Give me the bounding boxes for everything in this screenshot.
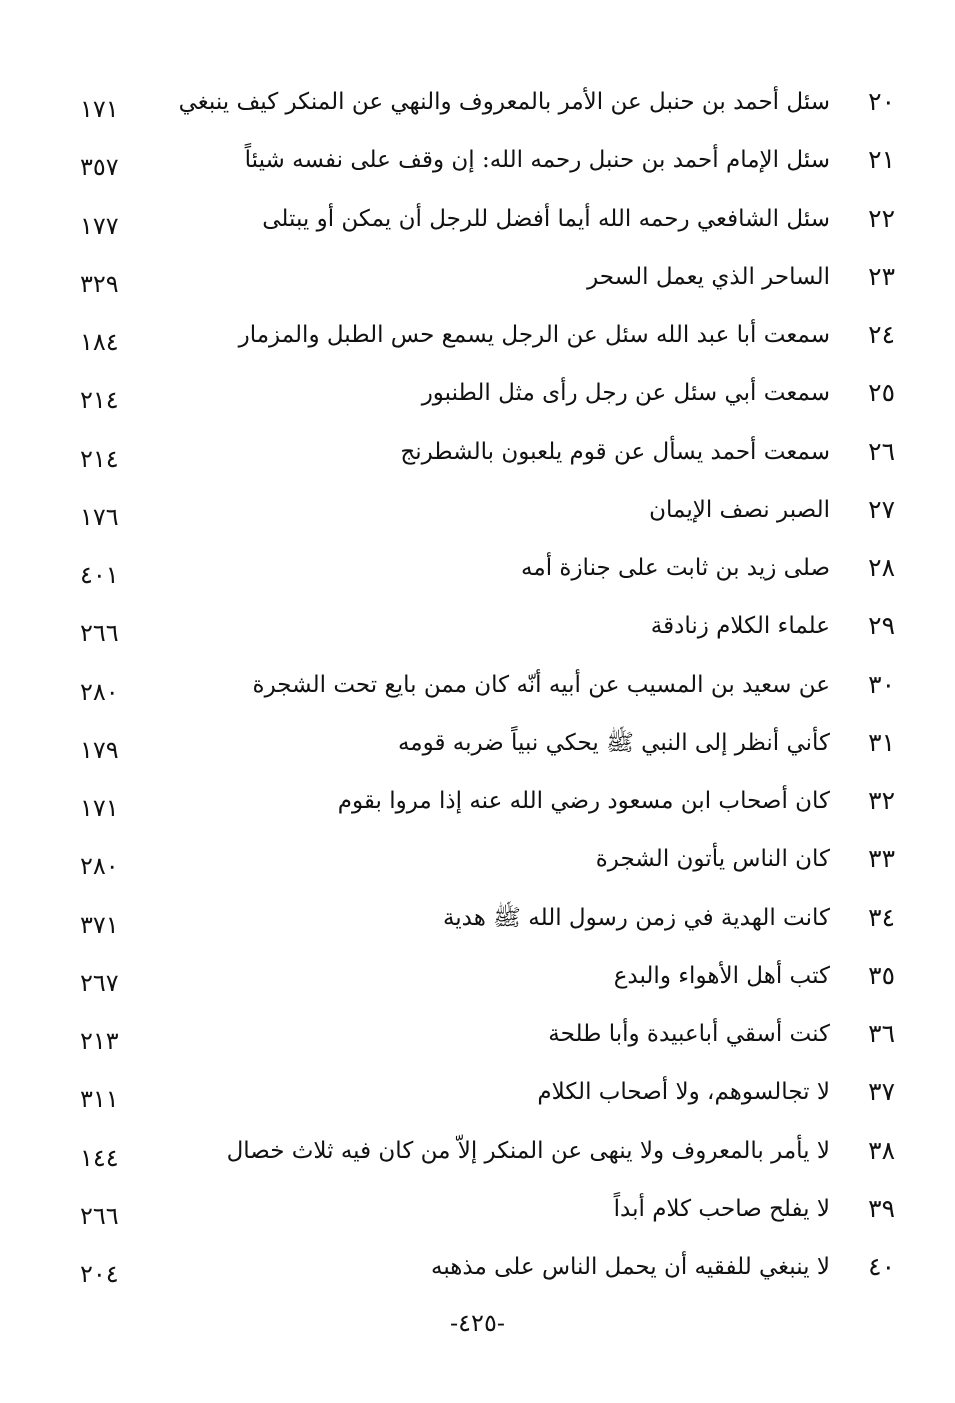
entry-page-reference: ١٧٩ — [80, 735, 119, 764]
index-entry — [0, 544, 955, 602]
index-entry — [0, 78, 955, 136]
entry-number: ٢٨ — [868, 553, 895, 582]
entry-text: كان الناس يأتون الشجرة — [595, 846, 830, 873]
index-entry — [0, 952, 955, 1010]
entry-text: عن سعيد بن المسيب عن أبيه أنّه كان ممن بايع تحت الشجرة — [252, 671, 830, 698]
entry-text: سمعت أبي سئل عن رجل رأى مثل الطنبور — [421, 380, 830, 407]
entry-number: ٢٩ — [868, 611, 895, 641]
entry-text: لا تجالسوهم، ولا أصحاب الكلام — [537, 1079, 830, 1106]
index-entry — [0, 835, 955, 893]
page-number: -٤٢٥- — [450, 1309, 505, 1337]
index-entry — [0, 486, 955, 544]
entry-page-reference: ٣٢٩ — [80, 269, 119, 298]
entry-number: ٣٩ — [868, 1193, 895, 1223]
index-entry — [0, 602, 955, 660]
entry-text: علماء الكلام زنادقة — [650, 613, 830, 640]
entry-text: صلى زيد بن ثابت على جنازة أمه — [521, 555, 830, 581]
entry-text: كتب أهل الأهواء والبدع — [613, 962, 830, 989]
entry-text: سئل أحمد بن حنبل عن الأمر بالمعروف والنهي عن المنكر كيف ينبغي — [178, 89, 830, 115]
entry-number: ٣٧ — [868, 1077, 895, 1107]
entry-number: ٣١ — [868, 727, 895, 757]
index-entry — [0, 777, 955, 835]
entry-page-reference: ١٨٤ — [80, 328, 119, 356]
entry-text: سمعت أبا عبد الله سئل عن الرجل يسمع حس الطبل والمزمار — [238, 322, 830, 348]
entry-number: ٤٠ — [868, 1252, 895, 1281]
entry-page-reference: ١٧٧ — [80, 211, 119, 240]
index-entry — [0, 195, 955, 253]
index-entry — [0, 253, 955, 311]
entry-text: كنت أسقي أباعبيدة وأبا طلحة — [548, 1021, 830, 1047]
entry-text: الساحر الذي يعمل السحر — [587, 263, 830, 290]
entry-page-reference: ٢١٤ — [80, 444, 119, 473]
entry-page-reference: ١٤٤ — [80, 1143, 119, 1172]
entry-page-reference: ٣٥٧ — [80, 153, 119, 182]
entry-number: ٢١ — [868, 145, 895, 175]
entry-page-reference: ٢٠٤ — [80, 1260, 119, 1288]
entry-page-reference: ٣١١ — [80, 1085, 119, 1114]
entry-text: الصبر نصف الإيمان — [649, 496, 830, 523]
entry-text: سئل الإمام أحمد بن حنبل رحمه الله: إن وقف على نفسه شيئاً — [244, 147, 830, 174]
entry-page-reference: ٢٨٠ — [80, 852, 119, 881]
entry-page-reference: ٣٧١ — [80, 910, 119, 939]
entry-number: ٣٣ — [868, 844, 895, 874]
entry-number: ٢٣ — [868, 261, 895, 291]
entry-number: ٢٠ — [868, 87, 895, 116]
entry-page-reference: ٢١٣ — [80, 1027, 119, 1055]
entry-number: ٢٥ — [868, 378, 895, 408]
index-entry — [0, 1127, 955, 1185]
entry-number: ٣٥ — [868, 960, 895, 990]
index-entry — [0, 894, 955, 952]
entry-text: لا يأمر بالمعروف ولا ينهى عن المنكر إلاّ من كان فيه ثلاث خصال — [226, 1137, 830, 1164]
entry-text: سئل الشافعي رحمه الله أيما أفضل للرجل أن يمكن أو يبتلى — [262, 205, 830, 232]
index-list — [0, 78, 955, 1301]
entry-number: ٣٤ — [868, 902, 895, 932]
entry-number: ٢٦ — [868, 436, 895, 466]
index-entry — [0, 136, 955, 194]
entry-number: ٢٤ — [868, 320, 895, 349]
entry-page-reference: ١٧٦ — [80, 502, 119, 531]
index-entry — [0, 661, 955, 719]
index-entry — [0, 1185, 955, 1243]
entry-text: سمعت أحمد يسأل عن قوم يلعبون بالشطرنج — [400, 438, 830, 465]
entry-number: ٣٨ — [868, 1135, 895, 1165]
entry-page-reference: ٢٦٦ — [80, 1201, 119, 1230]
entry-number: ٣٠ — [868, 669, 895, 699]
entry-text: لا ينبغي للفقيه أن يحمل الناس على مذهبه — [431, 1254, 830, 1280]
entry-text: كانت الهدية في زمن رسول الله ﷺ هدية — [442, 904, 830, 931]
index-entry — [0, 1243, 955, 1301]
index-entry — [0, 428, 955, 486]
entry-number: ٣٦ — [868, 1019, 895, 1048]
entry-number: ٢٢ — [868, 203, 895, 233]
entry-page-reference: ١٧١ — [80, 794, 119, 822]
index-entry — [0, 719, 955, 777]
entry-page-reference: ٢٦٦ — [80, 619, 119, 648]
entry-page-reference: ٢١٤ — [80, 386, 119, 415]
index-entry — [0, 1068, 955, 1126]
entry-page-reference: ٤٠١ — [80, 561, 119, 589]
entry-page-reference: ١٧١ — [80, 95, 119, 123]
entry-page-reference: ٢٦٧ — [80, 968, 119, 997]
entry-number: ٣٢ — [868, 786, 895, 815]
index-entry — [0, 311, 955, 369]
entry-text: كان أصحاب ابن مسعود رضي الله عنه إذا مروا بقوم — [337, 788, 830, 814]
entry-page-reference: ٢٨٠ — [80, 677, 119, 706]
entry-number: ٢٧ — [868, 494, 895, 524]
index-entry — [0, 1010, 955, 1068]
entry-text: كأني أنظر إلى النبي ﷺ يحكي نبياً ضربه قومه — [397, 729, 830, 756]
index-entry — [0, 369, 955, 427]
entry-text: لا يفلح صاحب كلام أبداً — [613, 1195, 830, 1222]
